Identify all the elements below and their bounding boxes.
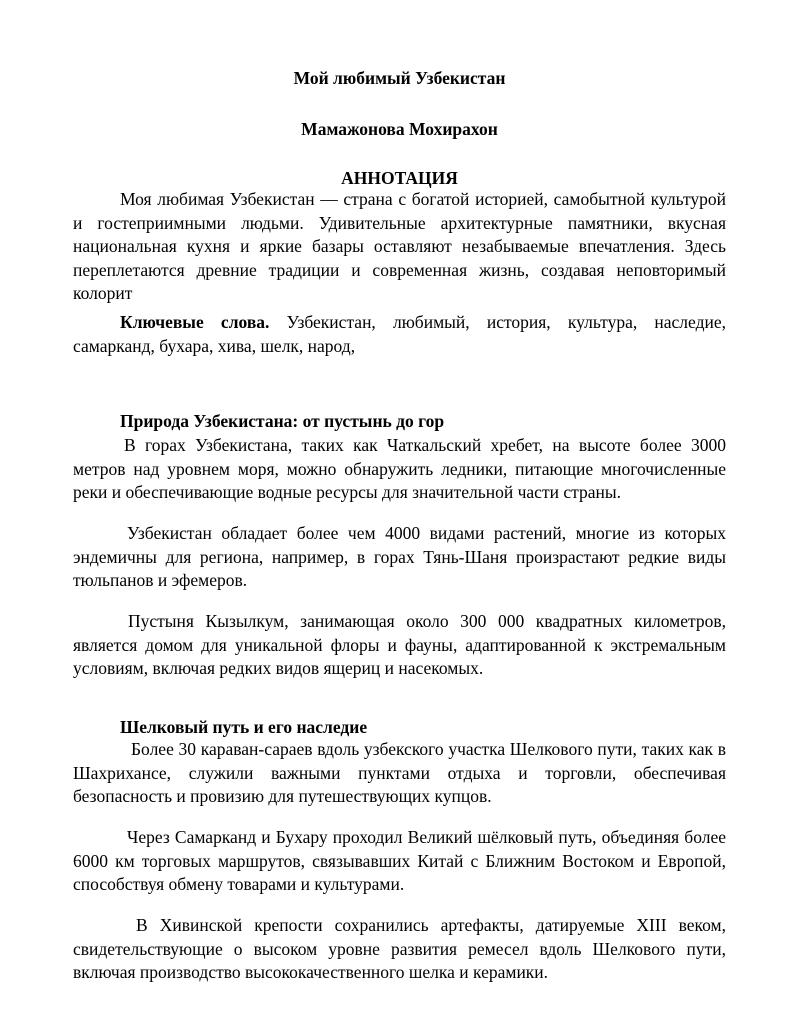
document-page bbox=[73, 0, 726, 1035]
silk-road-paragraph-3: В Хивинской крепости сохранились артефакты, датируемые XIII веком, свидетельствующие о высоком уровне развития ремесел вдоль Шелкового пути, включая производство высококачественного шелка и керамики. bbox=[73, 915, 726, 983]
silk-road-paragraph-2: Через Самарканд и Бухару проходил Великий шёлковый путь, объединяя более 6000 км торговых маршрутов, связывавших Китай с Ближним Востоком и Европой, способствуя обмену товарами и культурами. bbox=[73, 827, 726, 895]
nature-paragraph-3: Пустыня Кызылкум, занимающая около 300 000 квадратных километров, является домом для уникальной флоры и фауны, адаптированной к экстремальным условиям, включая редких видов ящериц и насекомых. bbox=[73, 611, 726, 679]
keywords-list: Узбекистан, любимый, история, культура, наследие, самарканд, бухара, хива, шелк, народ, bbox=[73, 312, 726, 356]
section-heading-nature: Природа Узбекистана: от пустынь до гор bbox=[120, 411, 445, 431]
annotation-paragraph: Моя любимая Узбекистан — страна с богатой историей, самобытной культурой и гостеприимными людьми. Удивительные архитектурные памятники, вкусная национальная кухня и яркие базары оставляют незабываемые впечатления. Здесь переплетаются древние традиции и современная жизнь, создавая неповторимый колорит bbox=[73, 189, 726, 304]
keywords-label: Ключевые слова. bbox=[120, 312, 270, 332]
nature-paragraph-1: В горах Узбекистана, таких как Чаткальский хребет, на высоте более 3000 метров над уровнем моря, можно обнаружить ледники, питающие многочисленные реки и обеспечивающие водные ресурсы для значительной части страны. bbox=[73, 435, 726, 503]
keywords-paragraph bbox=[73, 311, 726, 358]
silk-road-paragraph-1: Более 30 караван-сараев вдоль узбекского участка Шелкового пути, таких как в Шахрихансе, служили важными пунктами отдыха и торговли, обеспечивая безопасность и провизию для путешествующих купцов. bbox=[73, 739, 726, 807]
annotation-heading: АННОТАЦИЯ bbox=[341, 168, 458, 188]
section-heading-silk-road: Шелковый путь и его наследие bbox=[120, 717, 368, 737]
author-name: Мамажонова Мохирахон bbox=[301, 119, 498, 139]
document-title: Мой любимый Узбекистан bbox=[293, 68, 506, 88]
nature-paragraph-2: Узбекистан обладает более чем 4000 видами растений, многие из которых эндемичны для региона, например, в горах Тянь-Шаня произрастают редкие виды тюльпанов и эфемеров. bbox=[73, 523, 726, 591]
